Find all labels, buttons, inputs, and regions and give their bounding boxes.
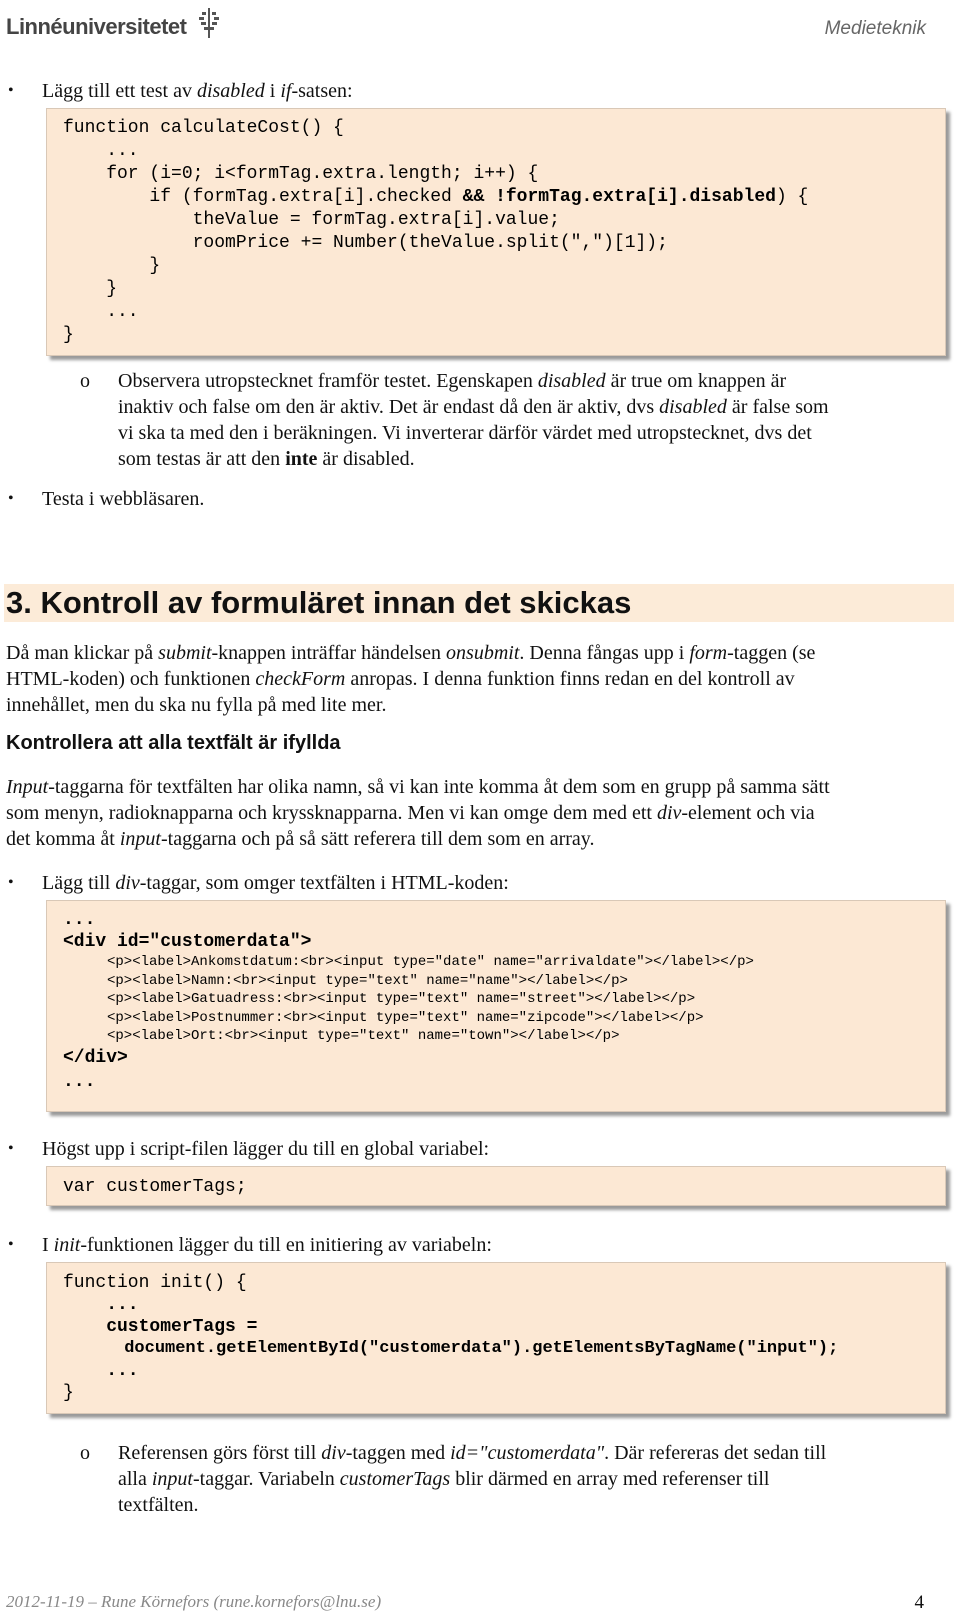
code-line: <p><label>Gatuadress:<br><input type="text" name="street"></label></p> bbox=[107, 991, 696, 1007]
code-line: ... bbox=[63, 1361, 139, 1381]
code-block-global-var bbox=[46, 1166, 946, 1206]
circle-bullet-icon: o bbox=[80, 370, 90, 392]
code-line: } bbox=[63, 256, 161, 276]
intro-paragraph: Då man klickar på submit-knappen inträffar händelsen onsubmit. Denna fångas upp i form-taggen (se HTML-koden) och funktionen checkForm anropas. I denna funktion finns redan en del kontroll av innehållet, men du ska nu fylla på med lite mer. bbox=[6, 642, 816, 716]
page-number: 4 bbox=[914, 1592, 924, 1613]
code-line: ... bbox=[63, 1071, 96, 1092]
code-line: <p><label>Ankomstdatum:<br><input type="date" name="arrivaldate"></label></p> bbox=[107, 954, 754, 970]
sub-heading: Kontrollera att alla textfält är ifyllda bbox=[6, 732, 341, 754]
code-line: <div id="customerdata"> bbox=[63, 932, 312, 952]
bullet-icon: • bbox=[8, 490, 14, 507]
code-block-calculate-cost bbox=[46, 108, 946, 356]
bullet-icon: • bbox=[8, 1140, 14, 1157]
code-line: roomPrice += Number(theValue.split(",")[1]); bbox=[63, 233, 668, 253]
code-line: <p><label>Postnummer:<br><input type="text" name="zipcode"></label></p> bbox=[107, 1009, 704, 1026]
code-line: } bbox=[63, 1383, 74, 1403]
paragraph: Input-taggarna för textfälten har olika namn, så vi kan inte komma åt dem som en grupp på samma sätt som menyn, radioknapparna och kryssknapparna. Men vi kan omge dem med ett div-element och via det komma åt input-taggarna och på så sätt referera till dem som en array. bbox=[6, 776, 830, 850]
sub-bullet-item: o Referensen görs först till div-taggen med id="customerdata". Där refereras det sedan till alla input-taggar. Variabeln customerTags blir därmed en array med referenser till textfälten. bbox=[80, 1442, 827, 1516]
sub-bullet-item: o Observera utropstecknet framför testet. Egenskapen disabled är true om knappen är inaktiv och false om den är aktiv. Det är endast då den är aktiv, dvs disabled är false som vi ska ta med den i beräkningen. Vi inverterar därför värdet med utropstecknet, dvs det som testas är att den inte är disabled. bbox=[80, 370, 829, 470]
code-line: if (formTag.extra[i].checked && !formTag.extra[i].disabled) { bbox=[63, 187, 809, 207]
code-line: theValue = formTag.extra[i].value; bbox=[63, 210, 560, 230]
section-heading: 3. Kontroll av formuläret innan det skickas bbox=[4, 584, 954, 622]
code-line: ... bbox=[63, 302, 139, 322]
department-label: Medieteknik bbox=[824, 18, 926, 39]
code-line: ... bbox=[63, 910, 96, 930]
code-line: <p><label>Namn:<br><input type="text" name="name"></label></p> bbox=[107, 972, 628, 989]
circle-bullet-icon: o bbox=[80, 1442, 90, 1464]
logo-tree-icon bbox=[196, 6, 222, 40]
code-line: function init() { bbox=[63, 1273, 247, 1293]
bullet-icon: • bbox=[8, 1236, 14, 1253]
bullet-icon: • bbox=[8, 874, 14, 891]
code-block-html bbox=[46, 900, 946, 1112]
bullet-icon: • bbox=[8, 82, 14, 99]
code-line: document.getElementById("customerdata").getElementsByTagName("input"); bbox=[63, 1339, 839, 1358]
footer-text: 2012-11-19 – Rune Körnefors (rune.kornefors@lnu.se) bbox=[6, 1592, 382, 1611]
code-line: for (i=0; i<formTag.extra.length; i++) { bbox=[63, 164, 539, 184]
code-line: } bbox=[63, 279, 118, 299]
code-line: } bbox=[63, 325, 74, 345]
code-block-init bbox=[46, 1262, 946, 1414]
code-line: function calculateCost() { bbox=[63, 118, 344, 138]
code-line: <p><label>Ort:<br><input type="text" name="town"></label></p> bbox=[107, 1028, 620, 1044]
code-line: ... bbox=[63, 1295, 139, 1315]
logo bbox=[6, 6, 236, 40]
logo-text: Linnéuniversitetet bbox=[6, 14, 187, 39]
code-line: </div> bbox=[63, 1047, 128, 1068]
code-line: customerTags = bbox=[63, 1317, 258, 1337]
code-line: var customerTags; bbox=[63, 1177, 247, 1197]
code-line: ... bbox=[63, 141, 139, 161]
